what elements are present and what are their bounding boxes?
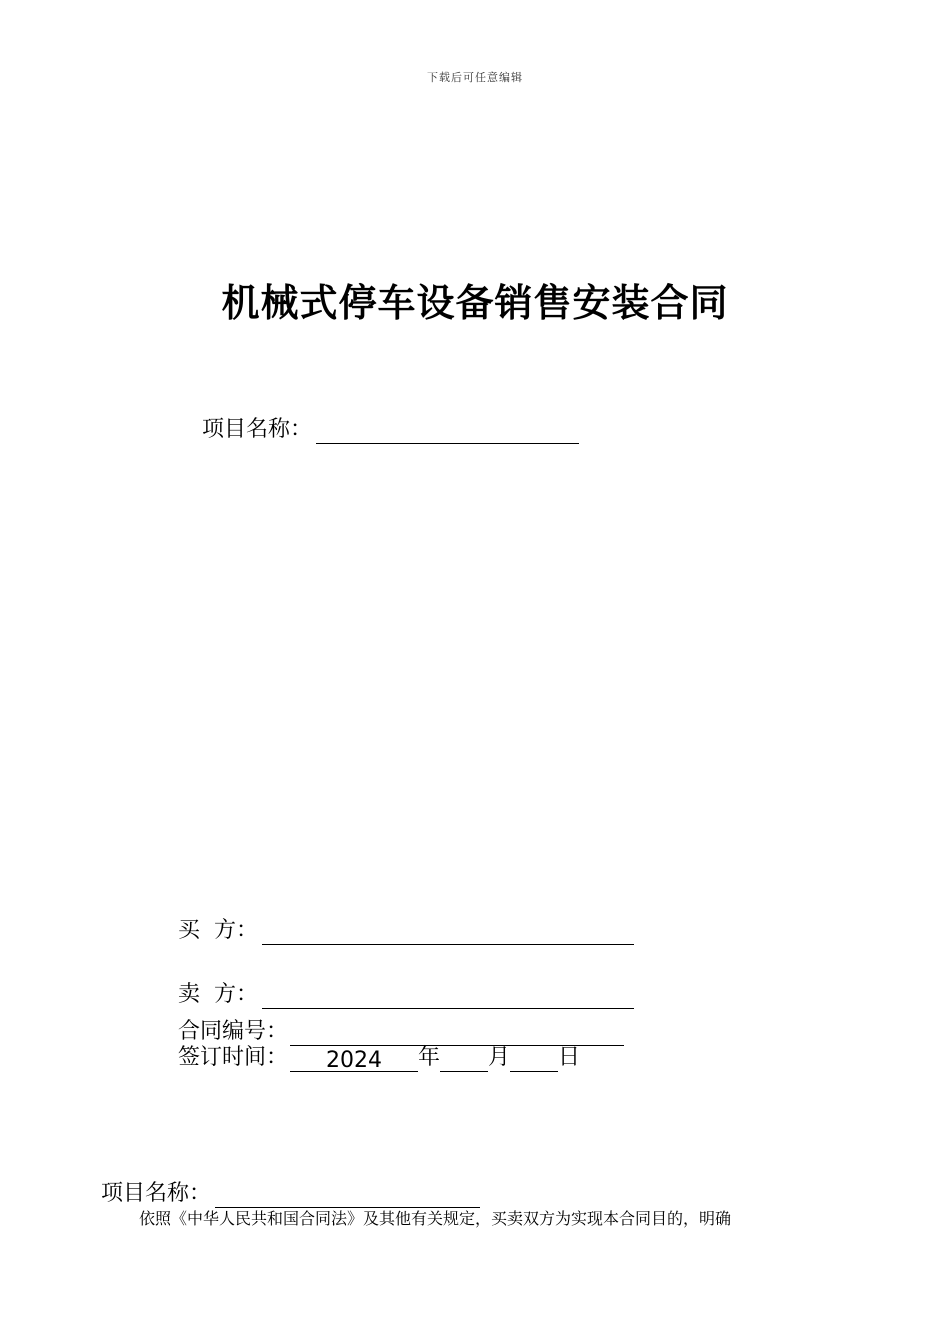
- year-unit: 年: [418, 1045, 441, 1070]
- project-name-field-2: [101, 1180, 480, 1208]
- month-unit: 月: [488, 1045, 511, 1070]
- project-name-blank-2: [215, 1183, 480, 1208]
- contract-number-field: [178, 1018, 624, 1046]
- header-note: 下载后可任意编辑: [427, 71, 523, 84]
- day-unit: 日: [558, 1045, 581, 1070]
- project-name-field: [202, 416, 579, 444]
- signing-year-value: 2024: [290, 1047, 418, 1072]
- project-name-label: 项目名称：: [202, 417, 313, 442]
- signing-day-blank: [510, 1047, 558, 1072]
- seller-label: 卖 方：: [178, 982, 258, 1007]
- buyer-field: [178, 917, 634, 945]
- buyer-blank: [262, 920, 634, 945]
- project-name-label-2: 项目名称：: [101, 1181, 212, 1206]
- contract-number-label: 合同编号：: [178, 1019, 289, 1044]
- seller-blank: [262, 984, 634, 1009]
- project-name-blank: [316, 419, 579, 444]
- body-paragraph: 依照《中华人民共和国合同法》及其他有关规定，买卖双方为实现本合同目的，明确: [139, 1209, 732, 1228]
- document-title: 机械式停车设备销售安装合同: [221, 281, 729, 325]
- contract-number-blank: [290, 1021, 624, 1046]
- buyer-label: 买 方：: [178, 918, 258, 943]
- signing-month-blank: [440, 1047, 488, 1072]
- signing-date-label: 签订时间：: [178, 1045, 289, 1070]
- seller-field: [178, 981, 634, 1009]
- signing-date-field: [178, 1044, 580, 1072]
